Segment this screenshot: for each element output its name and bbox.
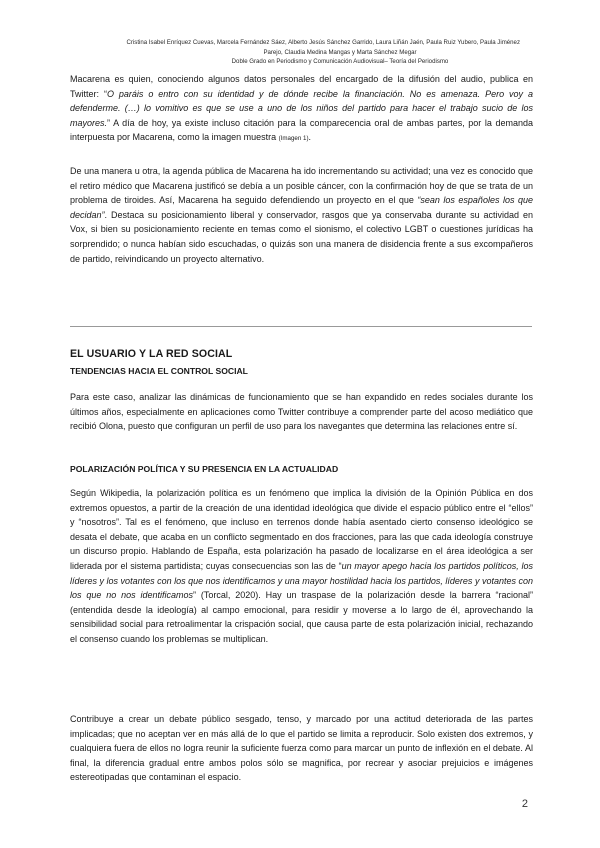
paragraph-4 (70, 486, 533, 647)
subsection-title-polarizacion: POLARIZACIÓN POLÍTICA Y SU PRESENCIA EN LA ACTUALIDAD (70, 464, 339, 474)
page-header (80, 38, 520, 67)
image-reference: (Imagen 1) (278, 135, 309, 143)
paragraph-1-text-a: Macarena es quien, conociendo algunos datos personales del encargado de la difusión del audio, publica en Twitter: “ (70, 74, 533, 99)
subsection-title-control-social: TENDENCIAS HACIA EL CONTROL SOCIAL (70, 366, 248, 376)
paragraph-2-text-a: De una manera u otra, la agenda pública de Macarena ha ido incrementando su actividad; una vez es conocido que el retiro médico que Macarena justificó se debía a un posible cáncer, con la confirmación hoy de que se trata de un problema de tiroides. Así, Macarena ha seguido defendiendo un proyecto en el que (70, 166, 533, 206)
paragraph-2 (70, 164, 533, 266)
header-degree-line: Doble Grado en Periodismo y Comunicación Audiovisual– Teoría del Periodismo (231, 58, 449, 66)
header-authors-line-2: Parejo, Claudia Medina Mangas y Marta Sánchez Megar (263, 48, 417, 56)
paragraph-1-quote: O paráis o entro con su identidad y de dónde recibe la financiación. No es amenaza. Pero voy a defenderme. (…) lo vomitivo es que se use a uno de los niños del partido para hacer el trabajo sucio de los mayores. (70, 88, 533, 128)
paragraph-5: Contribuye a crear un debate público sesgado, tenso, y marcado por una actitud deteriorada de las partes implicadas; que no aceptan ver en más allá de lo que el partido se limita a reproducir. Solo existen dos extremos, y cualquiera fuera de ellos no logra reunir la suficiente fuerza como para marcar un punto de inflexión en el debate. Al final, la diferencia gradual entre ambos polos sólo se magnifica, por recrear y asociar prejuicios e imágenes estereotipadas que contaminan el espacio. (70, 714, 533, 783)
paragraph-4-text-b: ” (Torcal, 2020). Hay un traspase de la polarización desde la barrera “racional” (entendida desde la ideología) al campo emocional, para residir y moverse a lo largo de él, aprovechando la sensibilidad social para retroalimentar la crispación social, que causa parte de esta polarización inicial, rechazando el consenso cuando los problemas se multiplican. (70, 590, 533, 644)
page-number: 2 (521, 798, 528, 810)
paragraph-2-quote: “sean los españoles los que decidan” (70, 195, 533, 220)
header-authors-line-1: Cristina Isabel Enríquez Cuevas, Marcela Fernández Sáez, Alberto Jesús Sánchez Garrido, Laura Liñán Jaén, Paula Ruiz Yubero, Paula Jiménez (126, 39, 520, 46)
paragraph-1 (70, 72, 533, 147)
section-divider (70, 326, 532, 327)
paragraph-3: Para este caso, analizar las dinámicas de funcionamiento que se han expandido en redes sociales durante los últimos años, especialmente en aplicaciones como Twitter contribuye a comprender parte del acoso mediático que recibió Olona, puesto que configuran un perfil de uso para los navegantes que determina las relaciones entre sí. (70, 392, 533, 432)
paragraph-4-text-a: Según Wikipedia, la polarización política es un fenómeno que implica la división de la Opinión Pública en dos extremos opuestos, a partir de la creación de una identidad ideológica que divide el espacio público entre el “ellos” y “nosotros”. Tal es el fenómeno, que incluso en terrenos donde había asentado cierto consenso ideológico se desata el debate, que acaba en un conflicto segmentado en dos fracciones, para las que cada ideología construye un discurso propio. Hablando de España, esta polarización ha pasado de localizarse en el área ideológica a ser liderada por el sistema partidista; cuyas consecuencias son las de “ (70, 488, 533, 571)
paragraph-1-text-c: . (308, 132, 312, 143)
paragraph-1-text-b: ” A día de hoy, ya existe incluso citación para la comparecencia oral de ambas partes, por la demanda interpuesta por Macarena, como la imagen muestra (70, 117, 533, 143)
paragraph-2-text-b: . Destaca su posicionamiento liberal y conservador, rasgos que ya conservaba durante su actividad en Vox, si bien su posicionamiento reciente en temas como el sionismo, el colectivo LGBT o cuestiones jurídicas ha sorprendido; o nunca habían sido escuchadas, o quizás son una manera de disidencia frente a sus excompañeros de partido, reivindicando un proyecto alternativo. (70, 209, 533, 264)
section-title: EL USUARIO Y LA RED SOCIAL (70, 348, 233, 360)
paragraph-4-quote: un mayor apego hacia los partidos políticos, los líderes y los votantes con los que nos identificamos y una mayor hostilidad hacia los partidos, líderes y votantes con los que no nos identificamos (70, 560, 533, 601)
